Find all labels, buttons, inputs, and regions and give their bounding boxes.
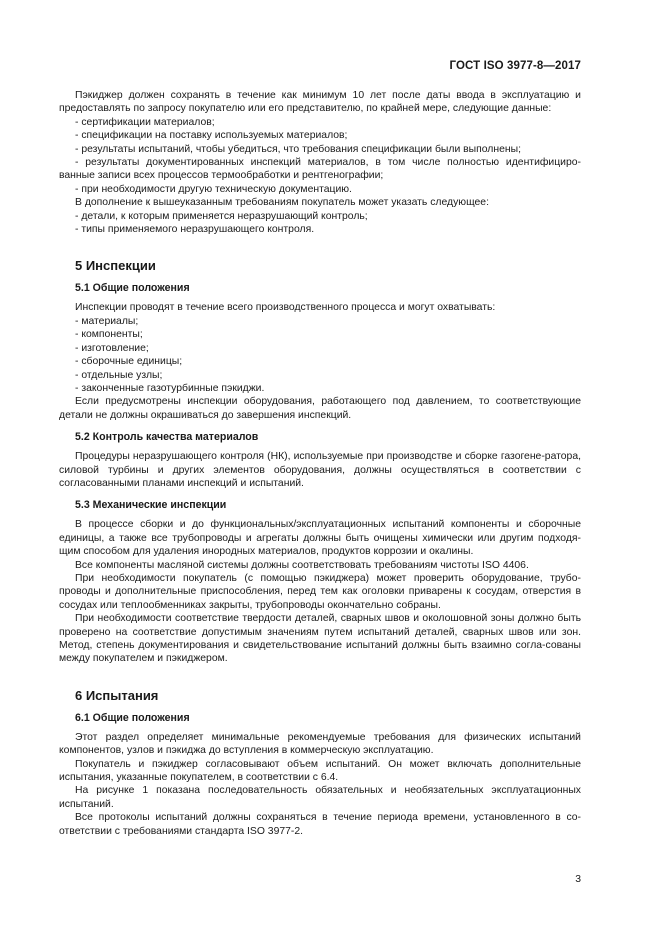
paragraph: В процессе сборки и до функциональных/эксплуатационных испытаний компоненты и сборочные единицы, а также все трубопроводы и агрегаты должны быть очищены химически или другим подходя-щим способом для удаления инородных материалов, продуктов коррозии и окалины. (59, 519, 581, 558)
page-body (59, 89, 581, 838)
list-item: - при необходимости другую техническую документацию. (75, 183, 352, 195)
section-heading: 5 Инспекции (75, 258, 156, 274)
subsection-heading: 5.2 Контроль качества материалов (75, 431, 259, 444)
paragraph: Если предусмотрены инспекции оборудования, работающего под давлением, то соответствующие детали не должны окрашиваться до завершения инспекций. (59, 396, 581, 421)
list-item: - сертификации материалов; (75, 116, 215, 128)
list-item: - законченные газотурбинные пэкиджи. (75, 382, 265, 394)
paragraph: При необходимости соответствие твердости деталей, сварных швов и околошовной зоны должно быть проверено на соответствие допустимым значениям путем испытаний деталей, сварных швов или зон. Метод, степень документирования и свидетельствование испытаний должны быть взаимно согла-сованы между покупателем и пэкиджером. (59, 613, 581, 665)
section-heading: 6 Испытания (75, 687, 159, 703)
list-item: - типы применяемого неразрушающего контроля. (75, 224, 315, 236)
list-item: - детали, к которым применяется неразрушающий контроль; (75, 210, 368, 222)
document-code: ГОСТ ISO 3977-8—2017 (449, 60, 581, 72)
paragraph: Покупатель и пэкиджер согласовывают объем испытаний. Он может включать дополнительные испытания, указанные покупателем, в соответствии с 6.4. (59, 758, 581, 784)
paragraph: На рисунке 1 показана последовательность обязательных и необязательных эксплуатационных испытаний. (59, 785, 581, 810)
paragraph: При необходимости покупатель (с помощью пэкиджера) может проверить оборудование, трубо-проводы и дополнительные приспособления, перед тем как оголовки приварены к сосудам, отверстия в сосудах или теплообменниках закрыты, трубопроводы окончательно собраны. (59, 572, 581, 611)
paragraph: Пэкиджер должен сохранять в течение как минимум 10 лет после даты ввода в эксплуатацию и предоставлять по запросу покупателю или его представителю, по крайней мере, следующие данные: (59, 90, 581, 115)
paragraph: Все компоненты масляной системы должны соответствовать требованиям чистоты ISO 4406. (75, 559, 529, 571)
paragraph: Инспекции проводят в течение всего производственного процесса и могут охватывать: (75, 302, 496, 314)
paragraph: Процедуры неразрушающего контроля (НК), используемые при производстве и сборке газогене-ратора, силовой турбины и других элементов оборудования, должны осуществляться в соответствии с согласованными планами инспекций и испытаний. (59, 451, 581, 489)
list-item: - спецификации на поставку используемых материалов; (75, 130, 348, 142)
paragraph: Все протоколы испытаний должны сохраняться в течение периода времени, установленного в со-ответствии с требованиями стандарта ISO 3977-2. (59, 812, 581, 837)
paragraph: Этот раздел определяет минимальные рекомендуемые требования для физических испытаний компонентов, узлов и пэкиджа до вступления в коммерческую эксплуатацию. (59, 731, 581, 757)
page-number: 3 (575, 874, 581, 885)
list-item: - результаты испытаний, чтобы убедиться, что требования спецификации были выполнены; (75, 143, 521, 155)
subsection-heading: 5.1 Общие положения (75, 282, 190, 295)
list-item: - материалы; (75, 315, 139, 327)
subsection-heading: 5.3 Механические инспекции (75, 499, 227, 512)
list-item: - отдельные узлы; (75, 369, 163, 381)
list-item: - изготовление; (75, 342, 149, 354)
subsection-heading: 6.1 Общие положения (75, 711, 190, 724)
paragraph: В дополнение к вышеуказанным требованиям покупатель может указать следующее: (75, 197, 489, 209)
list-item: - компоненты; (75, 329, 143, 341)
list-item: - результаты документированных инспекций материалов, в том числе полностью идентифициро-ванные записи всех процессов термообработки и рентгенографии; (59, 157, 581, 182)
list-item: - сборочные единицы; (75, 356, 183, 368)
